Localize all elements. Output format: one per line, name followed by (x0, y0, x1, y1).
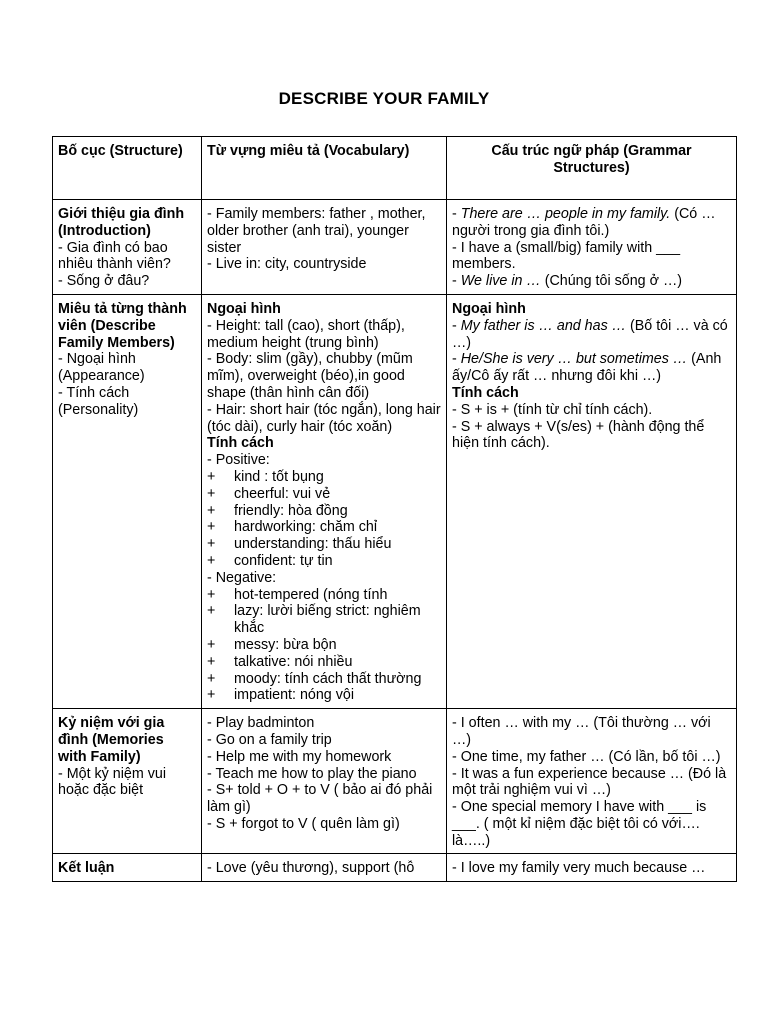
grammar-appearance-heading: Ngoại hình (452, 300, 526, 317)
members-grammar-item: - S + always + V(s/es) + (hành động thể hiện tính cách). (452, 418, 705, 452)
intro-grammar-item: - I have a (small/big) family with ___ members. (452, 239, 681, 273)
intro-vocab-item: - Live in: city, countryside (207, 256, 367, 273)
memories-vocab-item: - Teach me how to play the piano (207, 765, 417, 782)
memories-vocab-item: - S+ told + O + to V ( bảo ai đó phải làm gì) (207, 782, 433, 816)
appearance-item: - Body: slim (gầy), chubby (mũm mĩm), overweight (béo),in good shape (thân hình cân đối) (207, 351, 413, 401)
cell-intro-grammar (447, 200, 737, 295)
plus-marker: + (207, 519, 216, 536)
intro-structure-item: - Gia đình có bao nhiêu thành viên? (58, 239, 171, 273)
plus-marker: + (207, 502, 216, 519)
intro-grammar-italic: There are … people in my family. (460, 206, 671, 222)
memories-structure-title: Kỷ niệm với gia đình (Memories with Family) (58, 715, 165, 765)
page-title: DESCRIBE YOUR FAMILY (278, 89, 490, 108)
members-grammar-item: - S + is + (tính từ chỉ tính cách). (452, 401, 653, 418)
negative-trait-item: + lazy: lười biếng strict: nghiêm khắc (207, 603, 421, 637)
cell-conclusion-grammar (447, 854, 737, 882)
plus-marker: + (207, 603, 216, 620)
positive-trait-item: + hardworking: chăm chỉ (207, 519, 378, 536)
positive-label: - Positive: (207, 452, 270, 469)
members-grammar-item: - He/She is very … but sometimes … (Anh ấy/Cô ấy rất … nhưng đôi khi …) (452, 351, 722, 385)
memories-vocab-item: - Go on a family trip (207, 731, 332, 748)
members-structure-item: - Tính cách (Personality) (58, 384, 139, 418)
appearance-item: - Hair: short hair (tóc ngắn), long hair (tóc dài), curly hair (tóc xoăn) (207, 401, 441, 435)
plus-marker: + (207, 653, 216, 670)
cell-conclusion-structure (53, 854, 202, 882)
plus-marker: + (207, 485, 216, 502)
plus-marker: + (207, 687, 216, 704)
cell-members-grammar (447, 294, 737, 708)
negative-trait-item: + messy: bừa bộn (207, 636, 337, 653)
memories-vocab-item: - S + forgot to V ( quên làm gì) (207, 815, 400, 832)
appearance-heading: Ngoại hình (207, 300, 281, 317)
table-row-introduction (53, 200, 737, 295)
intro-grammar-translation: (Chúng tôi sống ở …) (540, 273, 683, 290)
memories-grammar-item: - One special memory I have with ___ is ___. ( một kỉ niệm đặc biệt tôi có với…. là…..) (452, 799, 707, 849)
cell-conclusion-vocabulary (202, 854, 447, 882)
members-structure-item: - Ngoại hình (Appearance) (58, 351, 145, 385)
positive-trait-item: + understanding: thấu hiểu (207, 536, 392, 553)
grammar-personality-heading: Tính cách (452, 384, 519, 401)
personality-heading: Tính cách (207, 435, 274, 452)
header-structure: Bố cục (Structure) (53, 137, 202, 200)
cell-memories-structure (53, 709, 202, 854)
positive-trait-item: + confident: tự tin (207, 552, 333, 569)
intro-structure-item: - Sống ở đâu? (58, 273, 150, 290)
appearance-item: - Height: tall (cao), short (thấp), medium height (trung bình) (207, 317, 405, 351)
plus-marker: + (207, 552, 216, 569)
positive-trait-item: + kind : tốt bụng (207, 468, 324, 485)
memories-grammar-item: - I often … with my … (Tôi thường … với …) (452, 715, 711, 748)
table-row-members (53, 294, 737, 708)
family-description-table (52, 136, 737, 882)
intro-grammar-italic: We live in … (460, 273, 541, 290)
plus-marker: + (207, 636, 216, 653)
cell-members-vocabulary (202, 294, 447, 708)
negative-label: - Negative: (207, 569, 277, 586)
positive-trait-item: + friendly: hòa đồng (207, 502, 348, 519)
memories-structure-item: - Một kỷ niệm vui hoặc đặc biệt (58, 765, 167, 799)
positive-trait-item: + cheerful: vui vẻ (207, 485, 331, 502)
conclusion-vocab-item: - Love (yêu thương), support (hỗ (207, 860, 415, 877)
intro-structure-title: Giới thiệu gia đình (Introduction) (58, 206, 185, 239)
cell-memories-vocabulary (202, 709, 447, 854)
cell-memories-grammar (447, 709, 737, 854)
table-row-conclusion (53, 854, 737, 882)
memories-vocab-item: - Help me with my homework (207, 748, 392, 765)
memories-vocab-item: - Play badminton (207, 715, 315, 732)
cell-intro-structure (53, 200, 202, 295)
cell-members-structure (53, 294, 202, 708)
table-header-row (53, 137, 737, 200)
members-structure-title: Miêu tả từng thành viên (Describe Family Members) (58, 300, 187, 351)
plus-marker: + (207, 586, 216, 603)
plus-marker: + (207, 468, 216, 485)
conclusion-structure-title: Kết luận (58, 860, 115, 877)
table-row-memories (53, 709, 737, 854)
intro-grammar-translation: (Có … người trong gia đình tôi.) (452, 206, 716, 239)
intro-vocab-item: - Family members: father , mother, older brother (anh trai), younger sister (207, 206, 426, 256)
header-grammar: Cấu trúc ngữ pháp (Grammar Structures) (447, 137, 737, 200)
conclusion-grammar-item: - I love my family very much because … (452, 860, 706, 877)
negative-trait-item: + moody: tính cách thất thường (207, 670, 422, 687)
members-grammar-item: - My father is … and has … (Bố tôi … và có …) (452, 317, 728, 351)
plus-marker: + (207, 670, 216, 687)
negative-trait-item: + hot-tempered (nóng tính (207, 586, 388, 603)
header-vocabulary: Từ vựng miêu tả (Vocabulary) (202, 137, 447, 200)
plus-marker: + (207, 536, 216, 553)
intro-grammar-item: - We live in … (Chúng tôi sống ở …) (452, 273, 683, 290)
negative-trait-item: + impatient: nóng vội (207, 687, 355, 704)
intro-grammar-item: - There are … people in my family. (Có … người trong gia đình tôi.) (452, 206, 716, 239)
cell-intro-vocabulary (202, 200, 447, 295)
memories-grammar-item: - It was a fun experience because … (Đó là một trải nghiệm vui vì …) (452, 765, 727, 799)
memories-grammar-item: - One time, my father … (Có lần, bố tôi …) (452, 748, 721, 765)
negative-trait-item: + talkative: nói nhiều (207, 653, 353, 670)
